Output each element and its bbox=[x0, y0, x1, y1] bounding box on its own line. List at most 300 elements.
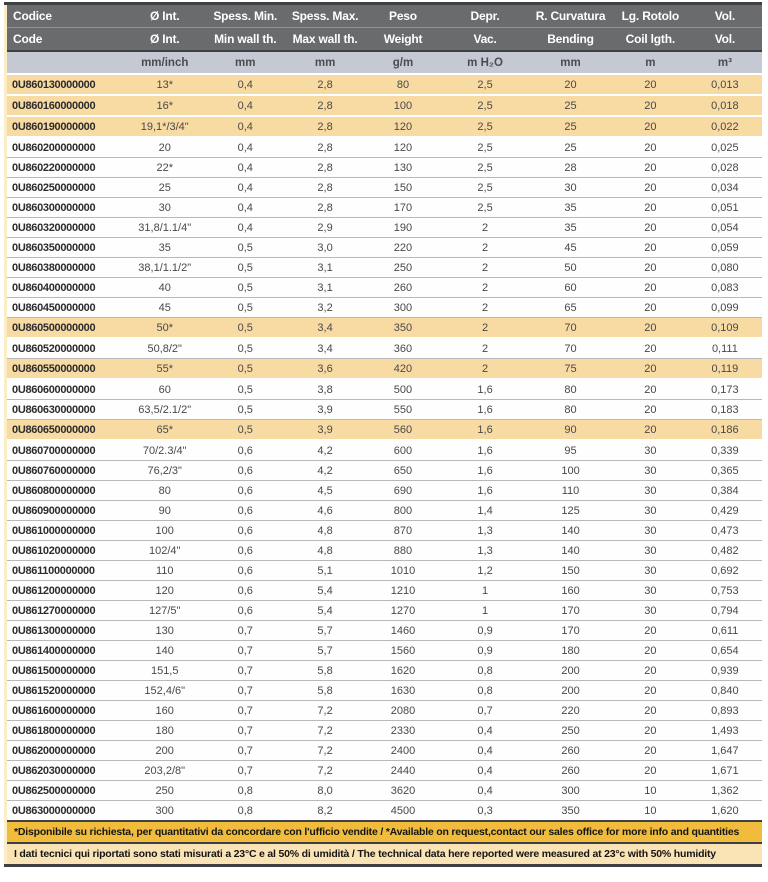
cell-minwall: 0,5 bbox=[204, 379, 286, 400]
cell-coil: 10 bbox=[613, 801, 688, 822]
cell-coil: 20 bbox=[613, 74, 688, 95]
cell-volume: 0,111 bbox=[688, 338, 762, 359]
cell-bending: 125 bbox=[528, 501, 613, 521]
cell-volume: 0,183 bbox=[688, 400, 762, 420]
cell-vacuum: 0,4 bbox=[442, 721, 528, 741]
cell-minwall: 0,6 bbox=[204, 581, 286, 601]
col-header-en-weight: Weight bbox=[364, 28, 442, 52]
cell-diam: 127/5" bbox=[125, 601, 204, 621]
cell-coil: 30 bbox=[613, 521, 688, 541]
col-header-en-bending: Bending bbox=[528, 28, 613, 52]
table-row bbox=[6, 420, 763, 441]
cell-coil: 20 bbox=[613, 198, 688, 218]
cell-weight: 120 bbox=[364, 137, 442, 158]
cell-vacuum: 1,2 bbox=[442, 561, 528, 581]
cell-diam: 19,1*/3/4" bbox=[125, 116, 204, 137]
cell-diam: 180 bbox=[125, 721, 204, 741]
cell-maxwall: 4,2 bbox=[286, 461, 364, 481]
cell-coil: 20 bbox=[613, 721, 688, 741]
col-header-it-minwall: Spess. Min. bbox=[204, 4, 286, 28]
table-row bbox=[6, 137, 763, 158]
cell-code: 0U861000000000 bbox=[6, 521, 126, 541]
cell-coil: 20 bbox=[613, 318, 688, 339]
cell-minwall: 0,6 bbox=[204, 521, 286, 541]
cell-vacuum: 0,4 bbox=[442, 741, 528, 761]
cell-vacuum: 1,6 bbox=[442, 420, 528, 441]
cell-weight: 360 bbox=[364, 338, 442, 359]
cell-volume: 0,893 bbox=[688, 701, 762, 721]
cell-bending: 110 bbox=[528, 481, 613, 501]
cell-code: 0U862030000000 bbox=[6, 761, 126, 781]
cell-bending: 220 bbox=[528, 701, 613, 721]
cell-volume: 0,013 bbox=[688, 74, 762, 95]
cell-code: 0U860250000000 bbox=[6, 178, 126, 198]
cell-volume: 0,022 bbox=[688, 116, 762, 137]
cell-vacuum: 2 bbox=[442, 298, 528, 318]
cell-bending: 140 bbox=[528, 541, 613, 561]
cell-vacuum: 0,7 bbox=[442, 701, 528, 721]
cell-volume: 0,794 bbox=[688, 601, 762, 621]
cell-weight: 1210 bbox=[364, 581, 442, 601]
cell-minwall: 0,7 bbox=[204, 701, 286, 721]
cell-bending: 170 bbox=[528, 601, 613, 621]
cell-minwall: 0,5 bbox=[204, 359, 286, 380]
cell-code: 0U860800000000 bbox=[6, 481, 126, 501]
cell-weight: 150 bbox=[364, 178, 442, 198]
table-row bbox=[6, 95, 763, 116]
cell-code: 0U861270000000 bbox=[6, 601, 126, 621]
cell-minwall: 0,4 bbox=[204, 158, 286, 178]
cell-code: 0U860700000000 bbox=[6, 440, 126, 461]
cell-weight: 870 bbox=[364, 521, 442, 541]
cell-vacuum: 1,6 bbox=[442, 461, 528, 481]
cell-bending: 150 bbox=[528, 561, 613, 581]
cell-vacuum: 2,5 bbox=[442, 74, 528, 95]
table-row bbox=[6, 521, 763, 541]
cell-weight: 550 bbox=[364, 400, 442, 420]
cell-volume: 0,025 bbox=[688, 137, 762, 158]
cell-maxwall: 8,0 bbox=[286, 781, 364, 801]
cell-code: 0U861400000000 bbox=[6, 641, 126, 661]
cell-bending: 35 bbox=[528, 218, 613, 238]
cell-weight: 420 bbox=[364, 359, 442, 380]
cell-maxwall: 3,1 bbox=[286, 278, 364, 298]
table-row bbox=[6, 198, 763, 218]
cell-vacuum: 1,6 bbox=[442, 481, 528, 501]
cell-maxwall: 8,2 bbox=[286, 801, 364, 822]
cell-maxwall: 2,8 bbox=[286, 74, 364, 95]
cell-weight: 190 bbox=[364, 218, 442, 238]
cell-maxwall: 4,8 bbox=[286, 541, 364, 561]
table-row bbox=[6, 581, 763, 601]
cell-volume: 0,753 bbox=[688, 581, 762, 601]
cell-coil: 20 bbox=[613, 95, 688, 116]
cell-code: 0U860630000000 bbox=[6, 400, 126, 420]
table-row bbox=[6, 258, 763, 278]
cell-diam: 250 bbox=[125, 781, 204, 801]
cell-bending: 50 bbox=[528, 258, 613, 278]
cell-vacuum: 0,8 bbox=[442, 661, 528, 681]
col-header-en-maxwall: Max wall th. bbox=[286, 28, 364, 52]
cell-bending: 75 bbox=[528, 359, 613, 380]
cell-diam: 203,2/8" bbox=[125, 761, 204, 781]
cell-maxwall: 3,0 bbox=[286, 238, 364, 258]
cell-weight: 1460 bbox=[364, 621, 442, 641]
cell-diam: 100 bbox=[125, 521, 204, 541]
table-row bbox=[6, 116, 763, 137]
table-row bbox=[6, 218, 763, 238]
col-header-it-diam: Ø Int. bbox=[125, 4, 204, 28]
col-header-en-volume: Vol. bbox=[688, 28, 762, 52]
cell-weight: 1270 bbox=[364, 601, 442, 621]
cell-weight: 350 bbox=[364, 318, 442, 339]
cell-code: 0U860380000000 bbox=[6, 258, 126, 278]
cell-volume: 0,051 bbox=[688, 198, 762, 218]
cell-weight: 1560 bbox=[364, 641, 442, 661]
cell-diam: 160 bbox=[125, 701, 204, 721]
col-header-it-coil: Lg. Rotolo bbox=[613, 4, 688, 28]
table-row bbox=[6, 440, 763, 461]
cell-volume: 0,384 bbox=[688, 481, 762, 501]
cell-coil: 30 bbox=[613, 440, 688, 461]
cell-maxwall: 7,2 bbox=[286, 701, 364, 721]
cell-diam: 60 bbox=[125, 379, 204, 400]
cell-diam: 70/2.3/4" bbox=[125, 440, 204, 461]
cell-maxwall: 4,2 bbox=[286, 440, 364, 461]
col-header-en-vacuum: Vac. bbox=[442, 28, 528, 52]
cell-vacuum: 2,5 bbox=[442, 198, 528, 218]
cell-coil: 20 bbox=[613, 298, 688, 318]
cell-diam: 45 bbox=[125, 298, 204, 318]
header-row-italian bbox=[6, 4, 763, 28]
cell-bending: 35 bbox=[528, 198, 613, 218]
table-row bbox=[6, 641, 763, 661]
cell-coil: 20 bbox=[613, 379, 688, 400]
cell-minwall: 0,5 bbox=[204, 420, 286, 441]
cell-volume: 0,840 bbox=[688, 681, 762, 701]
cell-minwall: 0,6 bbox=[204, 461, 286, 481]
table-row bbox=[6, 158, 763, 178]
cell-vacuum: 1,6 bbox=[442, 400, 528, 420]
cell-diam: 80 bbox=[125, 481, 204, 501]
cell-vacuum: 1,6 bbox=[442, 379, 528, 400]
cell-bending: 260 bbox=[528, 741, 613, 761]
header-row-english bbox=[6, 28, 763, 52]
col-unit-diam: mm/inch bbox=[125, 51, 204, 74]
col-unit-minwall: mm bbox=[204, 51, 286, 74]
cell-minwall: 0,8 bbox=[204, 781, 286, 801]
cell-weight: 560 bbox=[364, 420, 442, 441]
cell-vacuum: 2,5 bbox=[442, 137, 528, 158]
cell-coil: 10 bbox=[613, 781, 688, 801]
cell-bending: 25 bbox=[528, 137, 613, 158]
table-row bbox=[6, 400, 763, 420]
cell-volume: 0,429 bbox=[688, 501, 762, 521]
cell-minwall: 0,4 bbox=[204, 95, 286, 116]
cell-volume: 0,028 bbox=[688, 158, 762, 178]
cell-bending: 350 bbox=[528, 801, 613, 822]
cell-code: 0U860220000000 bbox=[6, 158, 126, 178]
cell-bending: 45 bbox=[528, 238, 613, 258]
cell-vacuum: 0,8 bbox=[442, 681, 528, 701]
cell-code: 0U861020000000 bbox=[6, 541, 126, 561]
table-row bbox=[6, 681, 763, 701]
table-row bbox=[6, 359, 763, 380]
cell-code: 0U861520000000 bbox=[6, 681, 126, 701]
cell-vacuum: 1,3 bbox=[442, 541, 528, 561]
cell-coil: 20 bbox=[613, 761, 688, 781]
cell-minwall: 0,6 bbox=[204, 440, 286, 461]
cell-code: 0U861100000000 bbox=[6, 561, 126, 581]
cell-bending: 65 bbox=[528, 298, 613, 318]
cell-diam: 110 bbox=[125, 561, 204, 581]
cell-coil: 20 bbox=[613, 400, 688, 420]
cell-weight: 3620 bbox=[364, 781, 442, 801]
cell-minwall: 0,5 bbox=[204, 298, 286, 318]
table-row bbox=[6, 74, 763, 95]
table-row bbox=[6, 561, 763, 581]
cell-minwall: 0,5 bbox=[204, 278, 286, 298]
cell-coil: 20 bbox=[613, 218, 688, 238]
table-row bbox=[6, 298, 763, 318]
cell-maxwall: 3,9 bbox=[286, 400, 364, 420]
cell-vacuum: 2,5 bbox=[442, 178, 528, 198]
cell-maxwall: 2,9 bbox=[286, 218, 364, 238]
cell-code: 0U861300000000 bbox=[6, 621, 126, 641]
cell-weight: 250 bbox=[364, 258, 442, 278]
cell-bending: 170 bbox=[528, 621, 613, 641]
table-row bbox=[6, 541, 763, 561]
cell-maxwall: 3,4 bbox=[286, 318, 364, 339]
cell-volume: 0,611 bbox=[688, 621, 762, 641]
cell-volume: 1,671 bbox=[688, 761, 762, 781]
cell-minwall: 0,5 bbox=[204, 400, 286, 420]
cell-maxwall: 4,8 bbox=[286, 521, 364, 541]
cell-volume: 0,080 bbox=[688, 258, 762, 278]
cell-maxwall: 2,8 bbox=[286, 137, 364, 158]
cell-maxwall: 3,2 bbox=[286, 298, 364, 318]
table-row bbox=[6, 501, 763, 521]
cell-volume: 0,939 bbox=[688, 661, 762, 681]
cell-maxwall: 5,4 bbox=[286, 601, 364, 621]
cell-coil: 30 bbox=[613, 481, 688, 501]
cell-weight: 260 bbox=[364, 278, 442, 298]
cell-weight: 300 bbox=[364, 298, 442, 318]
col-unit-coil: m bbox=[613, 51, 688, 74]
cell-code: 0U860200000000 bbox=[6, 137, 126, 158]
cell-diam: 40 bbox=[125, 278, 204, 298]
table-row bbox=[6, 721, 763, 741]
cell-bending: 90 bbox=[528, 420, 613, 441]
cell-volume: 0,692 bbox=[688, 561, 762, 581]
cell-volume: 0,054 bbox=[688, 218, 762, 238]
cell-bending: 180 bbox=[528, 641, 613, 661]
cell-maxwall: 3,6 bbox=[286, 359, 364, 380]
cell-vacuum: 2 bbox=[442, 218, 528, 238]
table-footnotes bbox=[6, 821, 763, 866]
table-row bbox=[6, 461, 763, 481]
cell-maxwall: 2,8 bbox=[286, 116, 364, 137]
cell-vacuum: 2,5 bbox=[442, 95, 528, 116]
cell-bending: 80 bbox=[528, 379, 613, 400]
cell-weight: 1010 bbox=[364, 561, 442, 581]
cell-maxwall: 7,2 bbox=[286, 761, 364, 781]
cell-vacuum: 2 bbox=[442, 359, 528, 380]
cell-coil: 30 bbox=[613, 601, 688, 621]
cell-minwall: 0,5 bbox=[204, 238, 286, 258]
cell-diam: 120 bbox=[125, 581, 204, 601]
table-row bbox=[6, 601, 763, 621]
cell-coil: 20 bbox=[613, 741, 688, 761]
cell-bending: 80 bbox=[528, 400, 613, 420]
cell-minwall: 0,6 bbox=[204, 561, 286, 581]
cell-coil: 20 bbox=[613, 338, 688, 359]
cell-minwall: 0,4 bbox=[204, 137, 286, 158]
cell-bending: 60 bbox=[528, 278, 613, 298]
cell-coil: 20 bbox=[613, 137, 688, 158]
table-header bbox=[6, 4, 763, 75]
cell-coil: 20 bbox=[613, 420, 688, 441]
cell-minwall: 0,7 bbox=[204, 661, 286, 681]
cell-maxwall: 5,7 bbox=[286, 621, 364, 641]
cell-weight: 1620 bbox=[364, 661, 442, 681]
cell-coil: 20 bbox=[613, 681, 688, 701]
cell-minwall: 0,8 bbox=[204, 801, 286, 822]
cell-bending: 70 bbox=[528, 318, 613, 339]
cell-vacuum: 2 bbox=[442, 278, 528, 298]
cell-weight: 220 bbox=[364, 238, 442, 258]
cell-code: 0U860900000000 bbox=[6, 501, 126, 521]
cell-bending: 70 bbox=[528, 338, 613, 359]
cell-diam: 130 bbox=[125, 621, 204, 641]
table-row bbox=[6, 379, 763, 400]
cell-bending: 200 bbox=[528, 681, 613, 701]
cell-code: 0U860160000000 bbox=[6, 95, 126, 116]
col-unit-code bbox=[6, 51, 126, 74]
cell-maxwall: 5,7 bbox=[286, 641, 364, 661]
cell-minwall: 0,7 bbox=[204, 621, 286, 641]
col-header-it-weight: Peso bbox=[364, 4, 442, 28]
cell-weight: 500 bbox=[364, 379, 442, 400]
cell-code: 0U860320000000 bbox=[6, 218, 126, 238]
cell-minwall: 0,7 bbox=[204, 741, 286, 761]
cell-vacuum: 2 bbox=[442, 318, 528, 339]
cell-code: 0U861200000000 bbox=[6, 581, 126, 601]
cell-diam: 25 bbox=[125, 178, 204, 198]
cell-diam: 31,8/1.1/4" bbox=[125, 218, 204, 238]
cell-vacuum: 2,5 bbox=[442, 158, 528, 178]
cell-vacuum: 1 bbox=[442, 601, 528, 621]
cell-code: 0U860550000000 bbox=[6, 359, 126, 380]
cell-weight: 880 bbox=[364, 541, 442, 561]
cell-vacuum: 0,4 bbox=[442, 761, 528, 781]
table-row bbox=[6, 481, 763, 501]
col-unit-weight: g/m bbox=[364, 51, 442, 74]
cell-bending: 20 bbox=[528, 74, 613, 95]
cell-minwall: 0,6 bbox=[204, 541, 286, 561]
cell-minwall: 0,5 bbox=[204, 338, 286, 359]
cell-weight: 120 bbox=[364, 116, 442, 137]
cell-bending: 160 bbox=[528, 581, 613, 601]
cell-minwall: 0,6 bbox=[204, 601, 286, 621]
cell-minwall: 0,7 bbox=[204, 721, 286, 741]
cell-coil: 20 bbox=[613, 258, 688, 278]
cell-volume: 0,186 bbox=[688, 420, 762, 441]
cell-coil: 30 bbox=[613, 461, 688, 481]
cell-coil: 20 bbox=[613, 238, 688, 258]
col-unit-vacuum: m H₂O bbox=[442, 51, 528, 74]
table-row bbox=[6, 701, 763, 721]
cell-maxwall: 5,8 bbox=[286, 661, 364, 681]
col-header-it-code: Codice bbox=[6, 4, 126, 28]
cell-bending: 300 bbox=[528, 781, 613, 801]
cell-maxwall: 5,1 bbox=[286, 561, 364, 581]
cell-coil: 20 bbox=[613, 661, 688, 681]
cell-maxwall: 2,8 bbox=[286, 95, 364, 116]
cell-coil: 20 bbox=[613, 641, 688, 661]
cell-coil: 20 bbox=[613, 621, 688, 641]
cell-bending: 200 bbox=[528, 661, 613, 681]
cell-weight: 100 bbox=[364, 95, 442, 116]
table-row bbox=[6, 761, 763, 781]
cell-weight: 80 bbox=[364, 74, 442, 95]
cell-diam: 300 bbox=[125, 801, 204, 822]
cell-volume: 0,482 bbox=[688, 541, 762, 561]
cell-vacuum: 1,3 bbox=[442, 521, 528, 541]
table-row bbox=[6, 801, 763, 822]
cell-minwall: 0,4 bbox=[204, 178, 286, 198]
cell-minwall: 0,4 bbox=[204, 116, 286, 137]
cell-vacuum: 2 bbox=[442, 338, 528, 359]
cell-volume: 1,620 bbox=[688, 801, 762, 822]
cell-diam: 55* bbox=[125, 359, 204, 380]
cell-bending: 95 bbox=[528, 440, 613, 461]
cell-maxwall: 7,2 bbox=[286, 741, 364, 761]
cell-volume: 0,654 bbox=[688, 641, 762, 661]
cell-volume: 0,083 bbox=[688, 278, 762, 298]
cell-diam: 200 bbox=[125, 741, 204, 761]
cell-bending: 140 bbox=[528, 521, 613, 541]
cell-diam: 38,1/1.1/2" bbox=[125, 258, 204, 278]
cell-volume: 0,099 bbox=[688, 298, 762, 318]
table-row bbox=[6, 178, 763, 198]
cell-code: 0U863000000000 bbox=[6, 801, 126, 822]
cell-coil: 20 bbox=[613, 116, 688, 137]
units-row bbox=[6, 51, 763, 74]
cell-minwall: 0,5 bbox=[204, 318, 286, 339]
table-row bbox=[6, 741, 763, 761]
cell-code: 0U860350000000 bbox=[6, 238, 126, 258]
cell-maxwall: 3,1 bbox=[286, 258, 364, 278]
cell-diam: 22* bbox=[125, 158, 204, 178]
cell-diam: 65* bbox=[125, 420, 204, 441]
cell-coil: 20 bbox=[613, 158, 688, 178]
col-unit-maxwall: mm bbox=[286, 51, 364, 74]
cell-maxwall: 7,2 bbox=[286, 721, 364, 741]
cell-maxwall: 5,8 bbox=[286, 681, 364, 701]
cell-volume: 0,173 bbox=[688, 379, 762, 400]
cell-minwall: 0,5 bbox=[204, 258, 286, 278]
table-row bbox=[6, 238, 763, 258]
cell-volume: 0,034 bbox=[688, 178, 762, 198]
cell-maxwall: 4,5 bbox=[286, 481, 364, 501]
cell-code: 0U860130000000 bbox=[6, 74, 126, 95]
col-header-it-volume: Vol. bbox=[688, 4, 762, 28]
cell-minwall: 0,6 bbox=[204, 481, 286, 501]
cell-coil: 30 bbox=[613, 561, 688, 581]
col-header-en-code: Code bbox=[6, 28, 126, 52]
footnote-row-availability bbox=[6, 821, 763, 843]
